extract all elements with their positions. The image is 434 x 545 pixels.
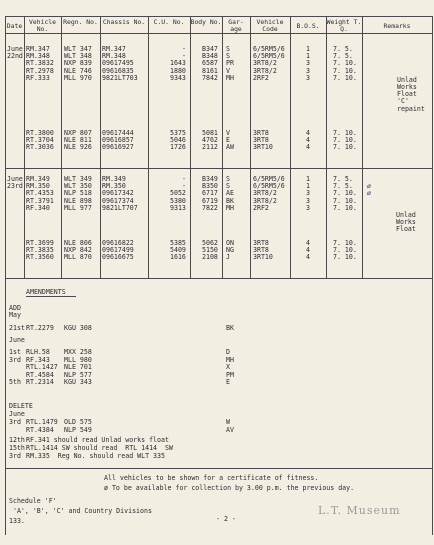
cell-body: 6719 [202,196,218,205]
amend-regn: OLD 575 [64,418,92,426]
amendments-underline [26,296,76,297]
cell-weight: 7. 10. [333,59,357,68]
cell-cu: 1880 [170,66,186,75]
cell-regn: NLE 806 [64,239,92,247]
cell-regn: NLE 898 [64,196,92,205]
cell-vehicle: RT.3791 [26,196,54,205]
cell-remarks: repaint [397,104,425,113]
amend-date: 21st [9,324,25,332]
cell-weight: 7. 10. [333,196,357,205]
cell-garage: MH [226,203,234,212]
amend-vehicle: RT.2314 [26,378,54,387]
cell-body: 8161 [202,66,218,75]
cell-body: 2108 [202,253,218,262]
cell-code: 6/5RM5/6 [253,52,285,61]
cell-garage: AW [226,143,234,152]
cell-regn: MLL 977 [64,203,92,212]
cell-vehicle: RT.3560 [26,253,54,262]
cell-vehicle: RF.340 [26,203,50,212]
cell-bos: 3 [306,203,310,212]
amend-garage: W [226,418,230,426]
cell-body: 7842 [202,73,218,82]
cell-remarks: Float [397,90,417,99]
cell-body: B348 [202,52,218,61]
cell-vehicle: RT.3036 [26,143,54,152]
cell-chassis: 9821LT703 [102,73,138,82]
cell-chassis: 09617499 [102,246,134,255]
group-rule [5,168,432,169]
cell-bos: 4 [306,129,310,137]
amend-garage: PM [226,370,234,379]
page-number: - 2 - [216,515,236,523]
row-date: 22nd [7,52,23,61]
cell-cu: - [182,182,186,191]
amend-vehicle: RT.2279 [26,324,54,332]
cell-body: 6717 [202,189,218,198]
cell-bos: 4 [306,143,310,152]
add-month: May [9,311,21,319]
cell-regn: NXP 807 [64,129,92,137]
cell-weight: 7. 10. [333,253,357,262]
amend-vehicle: RTL.1479 [26,418,58,426]
cell-chassis: RM.350 [102,182,126,191]
cell-garage: E [226,136,230,145]
cell-vehicle: RT.3704 [26,136,54,145]
cell-cu: 9343 [170,73,186,82]
cell-vehicle: RT.2978 [26,66,54,75]
cell-chassis: 09616857 [102,136,134,145]
header-top-rule [5,16,432,17]
column-rule [290,16,291,278]
amend-regn: NLE 701 [64,363,92,372]
cell-body: 6587 [202,59,218,68]
cell-garage: J [226,253,230,262]
amendments-bottom-rule [5,468,432,469]
cell-weight: 7. 5. [333,182,353,191]
header-bottom-rule [5,33,432,34]
cell-cu: 5375 [170,129,186,137]
cell-cu: 5046 [170,136,186,145]
column-header: Remarks [383,22,411,30]
cell-garage: V [226,66,230,75]
cell-garage: PR [226,59,234,68]
cell-garage: S [226,45,230,53]
cell-bos: 1 [306,175,310,183]
cell-remarks: 'C' [397,97,409,106]
cell-regn: WLT 350 [64,182,92,191]
cell-code: 3RT8/2 [253,66,277,75]
cell-weight: 7. 10. [333,246,357,255]
cell-cu: 1616 [170,253,186,262]
amend-date: 1st [9,348,21,356]
amend-date: 5th [9,378,21,387]
cell-regn: NLE 926 [64,143,92,152]
cell-code: 3RT8/2 [253,189,277,198]
amend-regn: MLL 980 [64,355,92,364]
cell-code: 3RT10 [253,253,273,262]
cell-body: 5081 [202,129,218,137]
column-rule [222,16,223,278]
cell-code: 3RT8 [253,246,269,255]
amend-regn: MXX 258 [64,348,92,356]
cell-regn: NLE 746 [64,66,92,75]
cell-code: 3RT8/2 [253,59,277,68]
cell-regn: NLE 811 [64,136,92,145]
cell-vehicle: RT.3800 [26,129,54,137]
cell-weight: 7. 5. [333,45,353,53]
cell-chassis: 09616927 [102,143,134,152]
cell-chassis: RM.347 [102,45,126,53]
cell-body: 4762 [202,136,218,145]
column-rule [326,16,327,278]
cell-regn: WLT 347 [64,45,92,53]
cell-regn: NLP 518 [64,189,92,198]
cell-bos: 3 [306,66,310,75]
cell-cu: 1726 [170,143,186,152]
column-rule [61,16,62,278]
amend-date: June [9,336,25,344]
cell-remarks: Unlad [396,211,416,219]
cell-garage: BK [226,196,234,205]
cell-chassis: 09617374 [102,196,134,205]
cell-vehicle: RM.349 [26,175,50,183]
cell-regn: MLL 870 [64,253,92,262]
schedule-label: Schedule 'F' [9,497,57,505]
column-header: Gar- age [228,18,248,33]
cell-vehicle: RT.3835 [26,246,54,255]
amend-vehicle: RTL.1427 [26,363,58,372]
cell-weight: 7. 10. [333,143,357,152]
amend-regn: NLP 577 [64,370,92,379]
column-rule [5,16,6,535]
cell-remarks: Float [396,225,416,234]
cell-chassis: RM.349 [102,175,126,183]
cell-code: 6/5RM5/6 [253,182,285,191]
cell-body: 5062 [202,239,218,247]
cell-bos: 4 [306,253,310,262]
divisions-label: 'A', 'B', 'C' and Country Divisions [9,507,152,515]
cell-cu: 1643 [170,59,186,68]
cell-remarks: Works [397,83,417,91]
cell-chassis: 09616822 [102,239,134,247]
cell-chassis: RM.348 [102,52,126,61]
cell-code: 3RT8 [253,239,269,247]
cell-bos: 3 [306,189,310,198]
cell-cu: - [182,175,186,183]
cell-body: B349 [202,175,218,183]
cell-weight: 7. 10. [333,189,357,198]
column-rule [24,16,25,278]
column-header: Weight T. Q. [326,18,366,33]
amend-garage: D [226,348,230,356]
amend-regn: KGU 343 [64,378,92,387]
column-rule [432,16,433,535]
cell-vehicle: RM.350 [26,182,50,191]
cell-mark: ø [367,189,371,198]
cell-weight: 7. 10. [333,129,357,137]
amendments-title: AMENDMENTS [26,288,66,296]
cell-bos: 1 [306,182,310,191]
cell-weight: 7. 10. [333,73,357,82]
cell-chassis: 9821LT707 [102,203,138,212]
cell-cu: 5380 [170,196,186,205]
cell-weight: 7. 5. [333,52,353,61]
cell-cu: - [182,52,186,61]
museum-stamp: L.T. Museum [318,504,401,517]
cell-vehicle: RM.348 [26,52,50,61]
cell-code: 2RF2 [253,73,269,82]
cell-code: 3RT8/2 [253,196,277,205]
cell-regn: WLT 348 [64,52,92,61]
cell-garage: AE [226,189,234,198]
column-header: Vehicle No. [29,18,60,33]
column-rule [362,16,363,278]
cell-garage: S [226,182,230,191]
cell-code: 3RT8 [253,129,269,137]
cell-body: 2112 [202,143,218,152]
column-rule [148,16,149,278]
page-code: 133. [9,517,25,525]
note-text: RF.341 should read Unlad works float [26,436,169,444]
cell-bos: 4 [306,239,310,247]
amend-vehicle: RT.4384 [26,425,54,434]
row-date: 23rd [7,182,23,191]
cell-remarks: Unlad [397,75,417,84]
cell-vehicle: RM.347 [26,45,50,53]
cell-chassis: 09616675 [102,253,134,262]
cell-garage: ON [226,239,234,247]
cell-garage: V [226,129,230,137]
cell-vehicle: RT.3832 [26,59,54,68]
cell-cu: 5409 [170,246,186,255]
cell-bos: 1 [306,45,310,53]
cell-cu: 5052 [170,189,186,198]
row-date: June [7,45,23,53]
note-date: 12th [9,436,25,444]
cell-code: 2RF2 [253,203,269,212]
amend-regn: KGU 308 [64,324,92,332]
amend-garage: BK [226,324,234,332]
cell-garage: NG [226,246,234,255]
cell-regn: WLT 349 [64,175,92,183]
cell-weight: 7. 10. [333,203,357,212]
cell-chassis: 09617342 [102,189,134,198]
delete-label: DELETE [9,402,33,410]
cell-garage: S [226,52,230,61]
cell-remarks: Works [396,218,416,227]
delete-month: June [9,410,25,418]
cell-cu: - [182,45,186,53]
column-rule [190,16,191,278]
cell-regn: NXP 842 [64,246,92,255]
column-rule [250,16,251,278]
amend-garage: AV [226,425,234,434]
cell-regn: MLL 970 [64,73,92,82]
column-header: Date [6,22,23,30]
cell-chassis: 09617495 [102,59,134,68]
cell-bos: 4 [306,136,310,145]
cell-chassis: 09616835 [102,66,134,75]
column-rule [100,16,101,278]
footer-note: ø To be available for collection by 3.00 p.m. the previous day. [104,484,355,492]
column-header: Vehicle Code [256,18,288,33]
row-date: June [7,175,23,183]
cell-vehicle: RF.333 [26,73,50,82]
cell-regn: NXP 839 [64,59,92,68]
cell-cu: 5385 [170,239,186,247]
amend-vehicle: RT.4584 [26,370,54,379]
amend-vehicle: RF.343 [26,355,50,364]
column-header: Body No. [190,18,222,26]
amend-garage: MH [226,355,234,364]
cell-weight: 7. 5. [333,175,353,183]
footer-note: All vehicles to be shown for a certificate of fitness. [104,474,319,482]
column-header: Regn. No. [63,18,98,26]
cell-body: 7822 [202,203,218,212]
amend-garage: E [226,378,230,387]
cell-garage: S [226,175,230,183]
cell-bos: 1 [306,52,310,61]
cell-code: 6/5RM5/6 [253,45,285,53]
cell-mark: ø [367,182,371,191]
group-rule [5,278,432,279]
add-label: ADD [9,304,21,312]
note-text: RTL.1414 SW should read RTL 1414 SW [26,443,173,452]
cell-code: 3RT8 [253,136,269,145]
amend-date: 3rd [9,355,21,364]
cell-vehicle: RT.4353 [26,189,54,198]
column-header: Chassis No. [102,18,146,26]
cell-weight: 7. 10. [333,239,357,247]
note-date: 3rd [9,451,21,460]
cell-cu: 9313 [170,203,186,212]
cell-chassis: 09617444 [102,129,134,137]
cell-body: B347 [202,45,218,53]
cell-vehicle: RT.3699 [26,239,54,247]
column-header: C.U. No. [153,18,185,26]
cell-weight: 7. 10. [333,136,357,145]
cell-garage: MH [226,73,234,82]
amend-vehicle: RLH.58 [26,348,50,356]
amend-date: 3rd [9,418,21,426]
note-text: RM.335 Reg No. should read WLT 335 [26,451,165,460]
cell-bos: 3 [306,59,310,68]
cell-body: B350 [202,182,218,191]
cell-weight: 7. 10. [333,66,357,75]
cell-code: 6/5RM5/6 [253,175,285,183]
cell-code: 3RT10 [253,143,273,152]
note-date: 15th [9,443,25,452]
amend-regn: NLP 549 [64,425,92,434]
amend-garage: X [226,363,230,372]
cell-body: 5150 [202,246,218,255]
cell-bos: 3 [306,73,310,82]
column-header: B.O.S. [296,22,320,30]
cell-bos: 4 [306,246,310,255]
cell-bos: 3 [306,196,310,205]
